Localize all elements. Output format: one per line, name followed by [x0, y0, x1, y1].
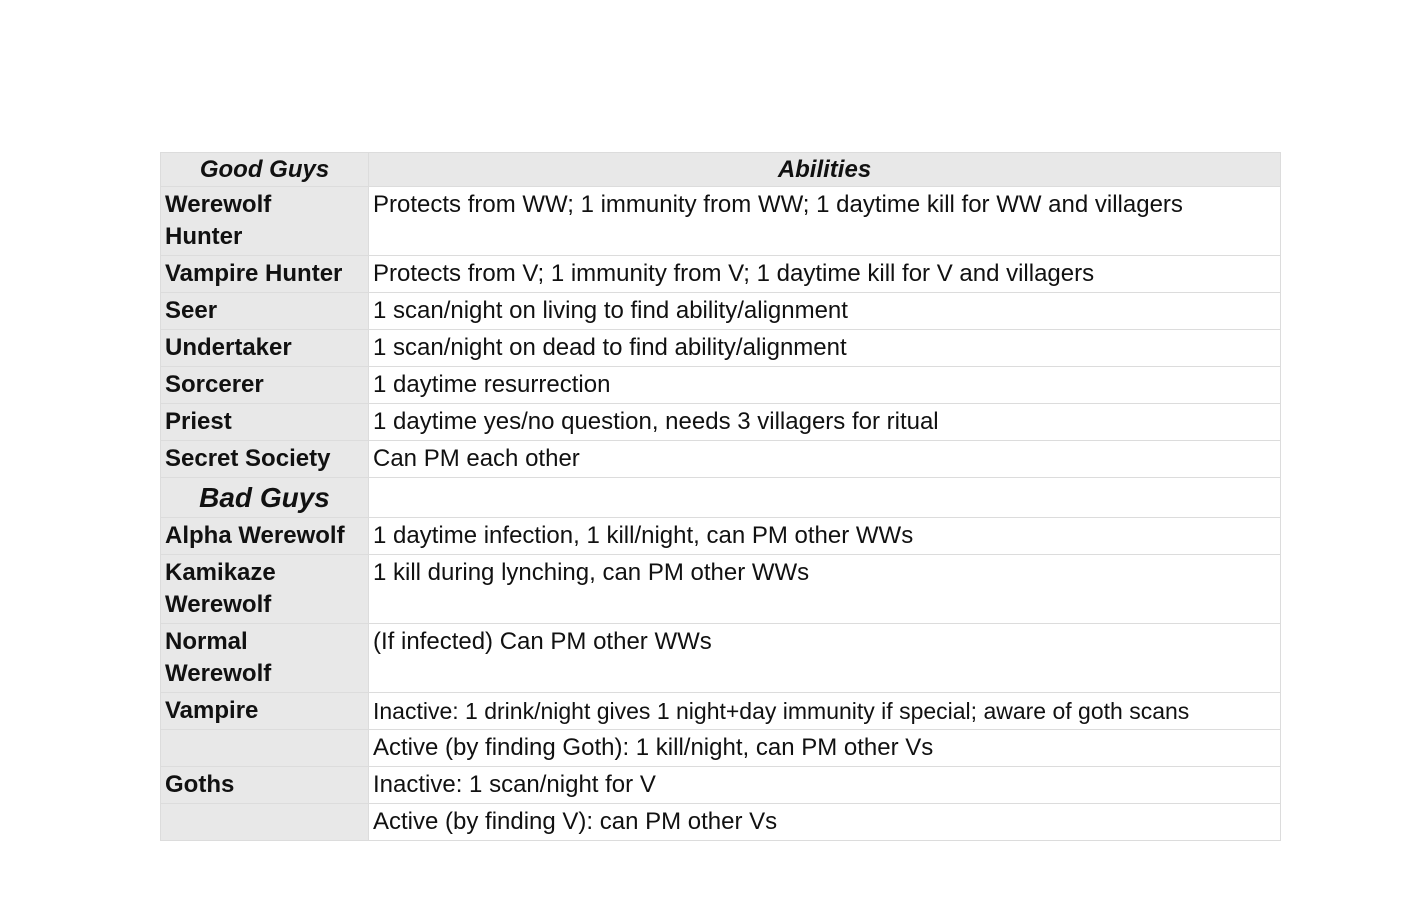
- ability-cell: Inactive: 1 scan/night for V: [369, 767, 1281, 804]
- table-row: [161, 330, 1281, 367]
- role-cell: Priest: [161, 404, 369, 441]
- ability-cell: 1 scan/night on dead to find ability/alignment: [369, 330, 1281, 367]
- table-row: [161, 293, 1281, 330]
- table-row: [161, 624, 1281, 693]
- table-row: [161, 767, 1281, 804]
- table-row: [161, 693, 1281, 730]
- ability-cell: Inactive: 1 drink/night gives 1 night+day immunity if special; aware of goth scans: [369, 693, 1281, 730]
- role-cell: Vampire Hunter: [161, 256, 369, 293]
- table-row: [161, 256, 1281, 293]
- role-cell: Undertaker: [161, 330, 369, 367]
- table-row: [161, 555, 1281, 624]
- table-row: [161, 404, 1281, 441]
- role-cell: [161, 804, 369, 841]
- ability-cell: (If infected) Can PM other WWs: [369, 624, 1281, 693]
- role-cell: Sorcerer: [161, 367, 369, 404]
- role-cell: Goths: [161, 767, 369, 804]
- ability-cell: 1 daytime resurrection: [369, 367, 1281, 404]
- ability-cell: 1 kill during lynching, can PM other WWs: [369, 555, 1281, 624]
- table-row: [161, 518, 1281, 555]
- role-cell: [161, 730, 369, 767]
- bad-guys-section-row: [161, 478, 1281, 518]
- role-cell: Alpha Werewolf: [161, 518, 369, 555]
- ability-cell: Can PM each other: [369, 441, 1281, 478]
- ability-cell: 1 daytime yes/no question, needs 3 villagers for ritual: [369, 404, 1281, 441]
- ability-cell: 1 scan/night on living to find ability/alignment: [369, 293, 1281, 330]
- role-cell: Vampire: [161, 693, 369, 730]
- ability-cell: Active (by finding V): can PM other Vs: [369, 804, 1281, 841]
- table-row: [161, 367, 1281, 404]
- section-empty-cell: [369, 478, 1281, 518]
- role-cell: Kamikaze Werewolf: [161, 555, 369, 624]
- role-cell: Secret Society: [161, 441, 369, 478]
- roles-table: [160, 152, 1281, 841]
- header-row: [161, 153, 1281, 187]
- header-good-guys: Good Guys: [161, 153, 369, 187]
- table-row: [161, 187, 1281, 256]
- role-cell: Normal Werewolf: [161, 624, 369, 693]
- ability-cell: 1 daytime infection, 1 kill/night, can PM other WWs: [369, 518, 1281, 555]
- ability-cell: Protects from V; 1 immunity from V; 1 daytime kill for V and villagers: [369, 256, 1281, 293]
- role-cell: Seer: [161, 293, 369, 330]
- section-bad-guys: Bad Guys: [161, 478, 369, 518]
- ability-cell: Active (by finding Goth): 1 kill/night, can PM other Vs: [369, 730, 1281, 767]
- table-row: [161, 804, 1281, 841]
- table-row: [161, 441, 1281, 478]
- ability-cell: Protects from WW; 1 immunity from WW; 1 daytime kill for WW and villagers: [369, 187, 1281, 256]
- header-abilities: Abilities: [369, 153, 1281, 187]
- role-cell: Werewolf Hunter: [161, 187, 369, 256]
- table-row: [161, 730, 1281, 767]
